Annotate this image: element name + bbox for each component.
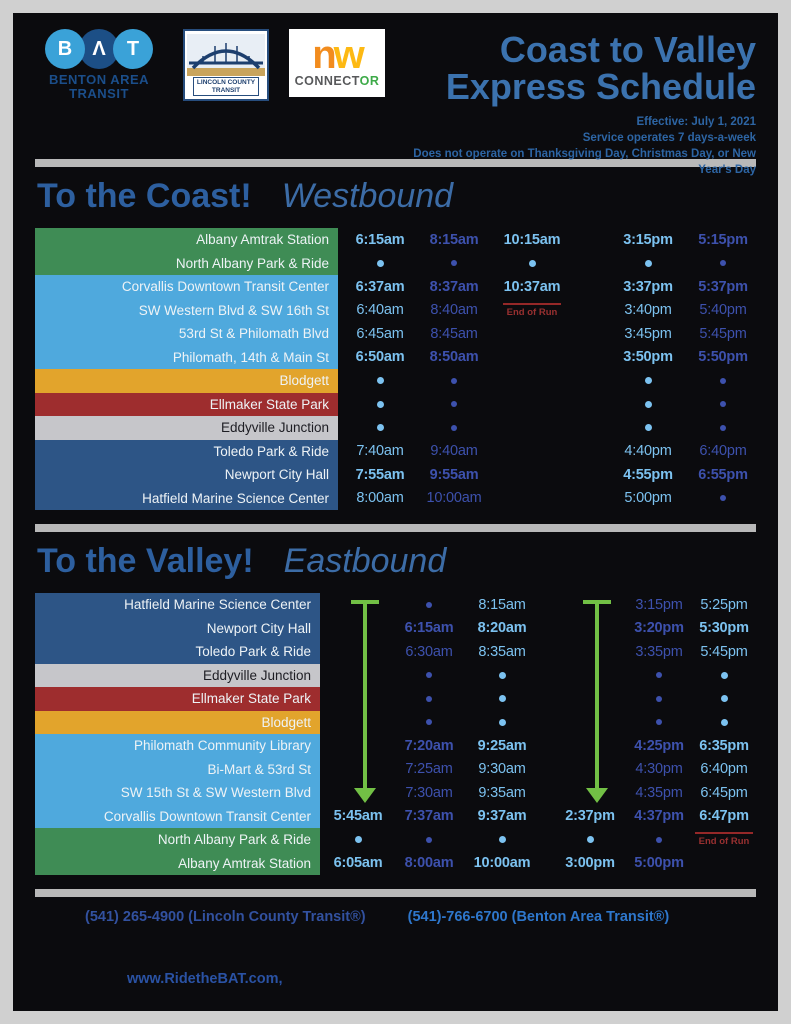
time-cell — [422, 369, 486, 393]
time-cell: 4:37pm — [634, 808, 684, 825]
time-cell — [462, 711, 542, 735]
bat-circle-t: T — [113, 29, 153, 69]
time-cell: 9:55am — [429, 466, 479, 483]
express-arrow-run-1 — [350, 600, 380, 806]
end-of-run-label: End of Run — [695, 832, 754, 847]
schedule-row — [35, 687, 756, 711]
schedule-row — [35, 828, 756, 852]
time-cell: 9:25am — [477, 737, 527, 754]
stop-dot — [355, 836, 362, 843]
stop-dot — [720, 495, 726, 501]
westbound-schedule-table — [35, 228, 756, 510]
coast-to-valley-schedule-poster — [13, 13, 778, 1011]
time-cell — [690, 393, 756, 417]
time-cell — [626, 828, 692, 852]
stop-name: Toledo Park & Ride — [35, 640, 320, 664]
bat-circle-b: B — [45, 29, 85, 69]
time-cell: 6:05am — [333, 855, 383, 872]
time-cell: 4:35pm — [635, 784, 683, 801]
eastbound-title: To the Valley! — [37, 542, 254, 580]
time-cell: 6:55pm — [698, 466, 748, 483]
time-cell — [486, 252, 578, 276]
time-cells — [320, 687, 756, 711]
time-cell: 3:37pm — [623, 278, 673, 295]
schedule-row — [35, 805, 756, 829]
stop-dot — [656, 719, 662, 725]
time-cell: 8:15am — [478, 596, 526, 613]
time-cell — [690, 252, 756, 276]
schedule-row — [35, 228, 756, 252]
time-cell — [486, 487, 578, 511]
nw-word-connect: CONNECT — [294, 74, 360, 88]
stop-dot — [377, 260, 384, 267]
time-cell: 3:15pm — [635, 596, 683, 613]
westbound-title: To the Coast! — [37, 177, 252, 215]
time-cell: 5:30pm — [699, 620, 749, 637]
time-cell: 8:40am — [430, 302, 478, 319]
time-cells — [320, 711, 756, 735]
lct-label-line2: TRANSIT — [211, 86, 241, 94]
time-cell — [338, 393, 422, 417]
title-block — [385, 31, 756, 178]
page-title-line2: Express Schedule — [445, 66, 756, 108]
time-cell: 9:30am — [478, 761, 526, 778]
bat-circle-a: Λ — [79, 29, 119, 69]
divider — [35, 889, 756, 897]
time-cell — [692, 828, 756, 852]
time-cell: 4:25pm — [634, 737, 684, 754]
schedule-row — [35, 463, 756, 487]
time-cells — [338, 369, 756, 393]
stop-name: Blodgett — [35, 369, 338, 393]
time-cell — [396, 664, 462, 688]
time-cells — [338, 275, 756, 299]
stop-name: Hatfield Marine Science Center — [35, 593, 320, 617]
time-cell: 4:40pm — [624, 443, 672, 460]
time-cell: 5:00pm — [634, 855, 684, 872]
eastbound-heading — [37, 542, 756, 581]
time-cell — [626, 687, 692, 711]
stop-dot — [451, 425, 457, 431]
time-cell — [396, 593, 462, 617]
time-cell — [690, 416, 756, 440]
time-cell — [606, 416, 690, 440]
time-cell: 8:20am — [477, 620, 527, 637]
time-cell — [692, 687, 756, 711]
stop-name: Albany Amtrak Station — [35, 228, 338, 252]
schedule-row — [35, 369, 756, 393]
stop-dot — [451, 378, 457, 384]
eastbound-schedule-table — [35, 593, 756, 875]
time-cell: 10:00am — [473, 855, 531, 872]
header — [35, 29, 756, 177]
time-cell: 6:50am — [355, 349, 405, 366]
westbound-direction: Westbound — [281, 177, 454, 215]
stop-name: North Albany Park & Ride — [35, 252, 338, 276]
schedule-row — [35, 440, 756, 464]
time-cell: 6:15am — [355, 231, 405, 248]
schedule-row — [35, 758, 756, 782]
nw-letter-n: n — [312, 33, 334, 77]
time-cell — [396, 687, 462, 711]
stop-dot — [721, 719, 728, 726]
schedule-row — [35, 322, 756, 346]
time-cell: 4:30pm — [635, 761, 683, 778]
schedule-row — [35, 711, 756, 735]
stop-dot — [656, 672, 662, 678]
stop-name: Corvallis Downtown Transit Center — [35, 275, 338, 299]
time-cell: 8:15am — [429, 231, 479, 248]
stop-name: Eddyville Junction — [35, 664, 320, 688]
time-cell — [690, 369, 756, 393]
time-cells — [338, 252, 756, 276]
nw-connector-word — [295, 74, 380, 88]
time-cell — [486, 440, 578, 464]
stop-name: Ellmaker State Park — [35, 687, 320, 711]
time-cell — [338, 369, 422, 393]
time-cell: 9:37am — [477, 808, 527, 825]
stop-name: Newport City Hall — [35, 463, 338, 487]
schedule-row — [35, 346, 756, 370]
westbound-heading — [37, 177, 756, 216]
time-cells — [338, 322, 756, 346]
end-of-run-label: End of Run — [503, 303, 562, 318]
stop-dot — [720, 378, 726, 384]
schedule-row — [35, 664, 756, 688]
stop-dot — [451, 260, 457, 266]
stop-dot — [656, 696, 662, 702]
stop-dot — [529, 260, 536, 267]
time-cell — [692, 711, 756, 735]
schedule-row — [35, 299, 756, 323]
contact-phones — [35, 909, 756, 925]
time-cell: 6:40pm — [700, 761, 748, 778]
stop-name: Newport City Hall — [35, 617, 320, 641]
website-url: www.RidetheBAT.com, — [127, 971, 283, 987]
divider — [35, 524, 756, 532]
stop-name: 53rd St & Philomath Blvd — [35, 322, 338, 346]
stop-dot — [499, 836, 506, 843]
time-cell — [338, 416, 422, 440]
time-cells — [320, 828, 756, 852]
stop-dot — [426, 696, 432, 702]
time-cells — [320, 805, 756, 829]
schedule-row — [35, 416, 756, 440]
lincoln-county-transit-logo — [183, 29, 269, 101]
schedule-row — [35, 252, 756, 276]
stop-dot — [721, 695, 728, 702]
time-cell — [606, 252, 690, 276]
time-cell: 6:35pm — [699, 737, 749, 754]
time-cell — [626, 664, 692, 688]
stop-name: Toledo Park & Ride — [35, 440, 338, 464]
time-cell: 7:30am — [405, 784, 453, 801]
time-cells — [338, 487, 756, 511]
time-cell: 9:40am — [430, 443, 478, 460]
time-cell: 5:45pm — [699, 325, 747, 342]
stop-dot — [499, 672, 506, 679]
stop-dot — [645, 401, 652, 408]
time-cells — [338, 228, 756, 252]
time-cells — [320, 734, 756, 758]
time-cell: 5:40pm — [699, 302, 747, 319]
stop-dot — [377, 377, 384, 384]
stop-name: SW 15th St & SW Western Blvd — [35, 781, 320, 805]
time-cells — [338, 346, 756, 370]
stop-dot — [645, 260, 652, 267]
time-cell: 10:37am — [503, 278, 561, 295]
stop-dot — [426, 837, 432, 843]
time-cell: 7:25am — [405, 761, 453, 778]
stop-dot — [720, 260, 726, 266]
benton-area-phone: (541)-766-6700 (Benton Area Transit®) — [407, 909, 670, 925]
time-cell: 5:45am — [333, 808, 383, 825]
arrow-line — [363, 603, 367, 789]
bridge-icon — [187, 34, 265, 76]
time-cell: 5:50pm — [698, 349, 748, 366]
lincoln-county-transit-label — [193, 77, 259, 96]
bat-circles-icon — [35, 29, 163, 69]
stop-name: Eddyville Junction — [35, 416, 338, 440]
time-cell: 6:47pm — [699, 808, 749, 825]
time-cell — [396, 828, 462, 852]
time-cell: 6:37am — [355, 278, 405, 295]
time-cells — [338, 299, 756, 323]
nw-connector-logo — [289, 29, 385, 97]
time-cell: 8:37am — [429, 278, 479, 295]
stop-name: Ellmaker State Park — [35, 393, 338, 417]
stop-name: North Albany Park & Ride — [35, 828, 320, 852]
time-cell — [486, 416, 578, 440]
bat-logo-name — [35, 73, 163, 102]
stop-dot — [499, 719, 506, 726]
stop-name: SW Western Blvd & SW 16th St — [35, 299, 338, 323]
subtitle-block — [385, 114, 756, 178]
lincoln-county-phone: (541) 265-4900 (Lincoln County Transit®) — [85, 909, 366, 925]
time-cell: 3:45pm — [624, 325, 672, 342]
stop-dot — [377, 401, 384, 408]
time-cell: 10:15am — [503, 231, 561, 248]
stop-dot — [720, 401, 726, 407]
time-cell — [338, 252, 422, 276]
stop-dot — [426, 602, 432, 608]
time-cell: 7:55am — [355, 466, 405, 483]
schedule-row — [35, 393, 756, 417]
time-cell: 3:15pm — [623, 231, 673, 248]
time-cell: 7:20am — [404, 737, 454, 754]
time-cell: 8:00am — [356, 490, 404, 507]
time-cell — [606, 393, 690, 417]
time-cell — [462, 828, 542, 852]
time-cell: 6:40am — [356, 302, 404, 319]
time-cell — [422, 252, 486, 276]
effective-date: Effective: July 1, 2021 — [636, 115, 756, 128]
time-cells — [320, 781, 756, 805]
time-cell: 3:00pm — [565, 855, 615, 872]
page-title-line1: Coast to Valley — [499, 29, 756, 70]
time-cell: 8:45am — [430, 325, 478, 342]
time-cells — [338, 440, 756, 464]
express-arrow-run-4 — [582, 600, 612, 806]
time-cells — [338, 393, 756, 417]
time-cell: 6:15am — [404, 620, 454, 637]
time-cells — [320, 593, 756, 617]
time-cell: 6:30am — [405, 643, 453, 660]
time-cells — [320, 852, 756, 876]
stop-dot — [721, 672, 728, 679]
time-cell — [486, 322, 578, 346]
time-cell — [320, 828, 396, 852]
stop-dot — [499, 695, 506, 702]
nw-letter-w: w — [333, 33, 362, 77]
time-cell: 9:35am — [478, 784, 526, 801]
arrow-head-icon — [586, 788, 608, 803]
time-cell — [462, 664, 542, 688]
time-cell — [486, 393, 578, 417]
stop-dot — [451, 401, 457, 407]
time-cell — [486, 346, 578, 370]
time-cell: 3:40pm — [624, 302, 672, 319]
stop-dot — [587, 836, 594, 843]
stop-dot — [645, 377, 652, 384]
stop-dot — [377, 424, 384, 431]
stop-name: Corvallis Downtown Transit Center — [35, 805, 320, 829]
arrow-line — [595, 603, 599, 789]
time-cell — [422, 393, 486, 417]
time-cell — [626, 711, 692, 735]
time-cell: 5:25pm — [700, 596, 748, 613]
time-cell — [462, 687, 542, 711]
stop-dot — [720, 425, 726, 431]
schedule-row — [35, 852, 756, 876]
service-days: Service operates 7 days-a-week — [582, 131, 756, 144]
bat-name-line1: BENTON AREA — [48, 72, 150, 87]
time-cell — [422, 416, 486, 440]
time-cells — [320, 758, 756, 782]
schedule-row — [35, 617, 756, 641]
time-cell: 5:37pm — [698, 278, 748, 295]
time-cells — [320, 640, 756, 664]
schedule-row — [35, 275, 756, 299]
time-cell: 3:50pm — [623, 349, 673, 366]
time-cell: 5:45pm — [700, 643, 748, 660]
time-cell: 10:00am — [426, 490, 482, 507]
time-cells — [320, 617, 756, 641]
time-cell — [486, 463, 578, 487]
stop-name: Philomath, 14th & Main St — [35, 346, 338, 370]
time-cell: 7:37am — [404, 808, 454, 825]
time-cell: 5:15pm — [698, 231, 748, 248]
nw-mark — [312, 33, 362, 77]
stop-dot — [656, 837, 662, 843]
schedule-row — [35, 781, 756, 805]
stop-name: Philomath Community Library — [35, 734, 320, 758]
time-cell: 5:00pm — [624, 490, 672, 507]
schedule-row — [35, 487, 756, 511]
time-cells — [338, 463, 756, 487]
logo-group — [35, 29, 385, 102]
time-cell: 6:45am — [356, 325, 404, 342]
stop-dot — [426, 719, 432, 725]
schedule-row — [35, 593, 756, 617]
eastbound-direction: Eastbound — [283, 542, 447, 580]
bat-name-line2: TRANSIT — [69, 86, 129, 102]
schedule-row — [35, 640, 756, 664]
time-cell: 6:45pm — [700, 784, 748, 801]
time-cell — [486, 299, 578, 323]
time-cell: 6:40pm — [699, 443, 747, 460]
time-cell: 3:35pm — [635, 643, 683, 660]
time-cell — [396, 711, 462, 735]
stop-name: Albany Amtrak Station — [35, 852, 320, 876]
time-cell: 8:00am — [404, 855, 454, 872]
time-cell: 8:35am — [478, 643, 526, 660]
time-cell — [692, 852, 756, 876]
time-cells — [320, 664, 756, 688]
time-cell: 8:50am — [429, 349, 479, 366]
arrow-head-icon — [354, 788, 376, 803]
time-cell — [692, 664, 756, 688]
lct-label-line1: LINCOLN COUNTY — [196, 79, 256, 87]
stop-dot — [426, 672, 432, 678]
time-cell — [606, 369, 690, 393]
stop-dot — [645, 424, 652, 431]
time-cell: 4:55pm — [623, 466, 673, 483]
time-cell — [486, 369, 578, 393]
time-cell — [690, 487, 756, 511]
schedule-row — [35, 734, 756, 758]
holiday-note: Does not operate on Thanksgiving Day, Christmas Day, or New Year's Day — [413, 148, 756, 177]
stop-name: Blodgett — [35, 711, 320, 735]
time-cell: 7:40am — [356, 443, 404, 460]
nw-word-or: OR — [359, 74, 380, 88]
time-cells — [338, 416, 756, 440]
time-cell: 3:20pm — [634, 620, 684, 637]
benton-area-transit-logo — [35, 29, 163, 102]
stop-name: Bi-Mart & 53rd St — [35, 758, 320, 782]
time-cell: 2:37pm — [565, 808, 615, 825]
time-cell — [554, 828, 626, 852]
stop-name: Hatfield Marine Science Center — [35, 487, 338, 511]
